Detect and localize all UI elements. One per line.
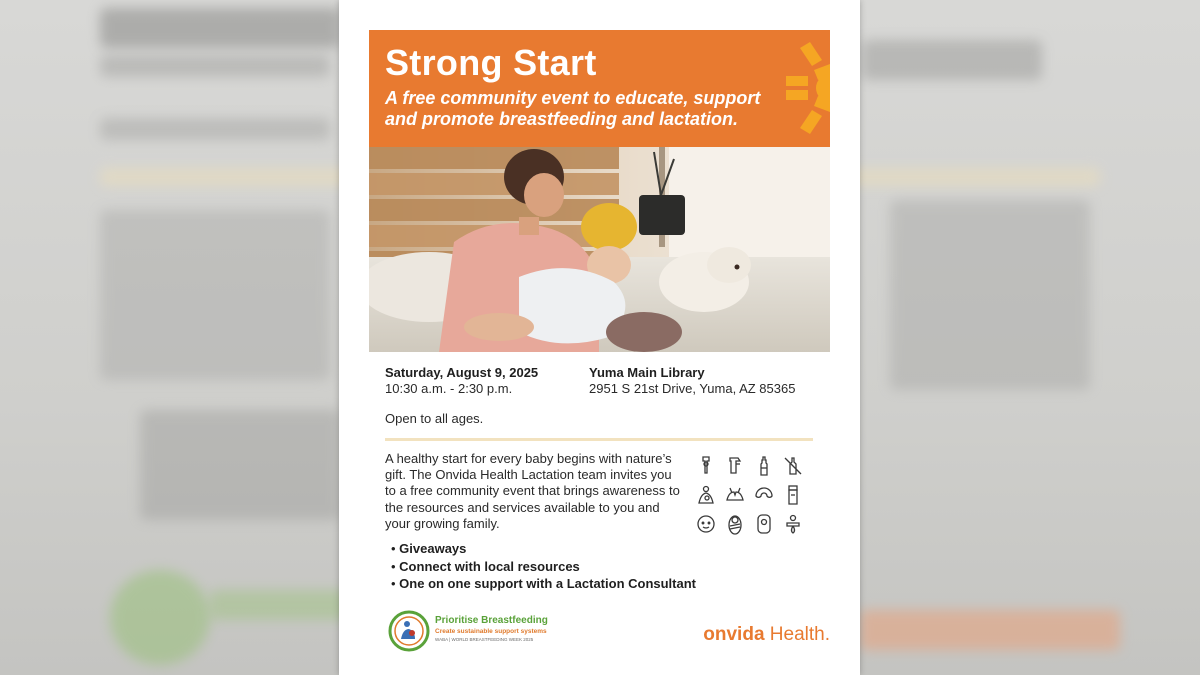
event-time: 10:30 a.m. - 2:30 p.m. bbox=[385, 381, 513, 396]
onvida-health-logo bbox=[703, 624, 830, 646]
list-item: • Giveaways bbox=[391, 540, 696, 558]
blurred-shape bbox=[100, 210, 330, 380]
wbw-title: Prioritise Breastfeeding bbox=[435, 615, 548, 626]
blurred-shape bbox=[862, 40, 1042, 80]
swaddled-baby-icon bbox=[720, 509, 749, 538]
header-banner bbox=[369, 30, 830, 147]
event-address: 2951 S 21st Drive, Yuma, AZ 85365 bbox=[589, 381, 796, 396]
list-item: • Connect with local resources bbox=[391, 558, 696, 576]
flyer-title: Strong Start bbox=[385, 42, 597, 83]
blurred-shape bbox=[100, 118, 330, 140]
manual-pump-icon bbox=[720, 451, 749, 480]
breast-pump-icon bbox=[691, 451, 720, 480]
blurred-shape bbox=[890, 200, 1090, 390]
event-date: Saturday, August 9, 2025 bbox=[385, 365, 539, 380]
lactation-icon-grid bbox=[691, 451, 809, 536]
brand-name: onvida bbox=[703, 624, 765, 645]
world-breastfeeding-week-logo bbox=[387, 607, 547, 655]
nursing-pillow-icon bbox=[749, 480, 778, 509]
blurred-shape bbox=[860, 610, 1120, 650]
list-item: • One on one support with a Lactation Consultant bbox=[391, 575, 696, 593]
flyer-subtitle: A free community event to educate, support and promote breastfeeding and lactation. bbox=[385, 88, 761, 129]
blurred-shape bbox=[110, 570, 210, 665]
sun-logo-icon bbox=[782, 42, 830, 134]
mother-breastfeeding-photo bbox=[369, 147, 830, 352]
wbw-emblem-icon bbox=[387, 609, 431, 653]
wbw-tagline: Create sustainable support systems bbox=[435, 628, 547, 635]
event-description: A healthy start for every baby begins with nature’s gift. The Onvida Health Lactation team invites you to a free community event that brings awareness to the resources and services available to you and your growing family. bbox=[385, 451, 680, 531]
event-venue: Yuma Main Library bbox=[589, 365, 705, 380]
event-audience: Open to all ages. bbox=[385, 411, 484, 426]
blurred-shape bbox=[100, 8, 340, 48]
event-highlights-list bbox=[391, 540, 696, 593]
blurred-shape bbox=[100, 55, 330, 77]
section-divider bbox=[385, 438, 813, 441]
brand-suffix: Health. bbox=[769, 624, 830, 645]
pacifier-icon bbox=[778, 509, 807, 538]
baby-face-icon bbox=[691, 509, 720, 538]
wbw-footer: WABA | WORLD BREASTFEEDING WEEK 2025 bbox=[435, 637, 534, 642]
nursing-mother-icon bbox=[691, 480, 720, 509]
blurred-shape bbox=[210, 590, 350, 620]
blurred-shape bbox=[140, 410, 340, 520]
event-flyer bbox=[339, 0, 860, 675]
baby-bottle-icon bbox=[749, 451, 778, 480]
onesie-icon bbox=[749, 509, 778, 538]
no-bottle-icon bbox=[778, 451, 807, 480]
nipple-cream-icon bbox=[778, 480, 807, 509]
nursing-bra-icon bbox=[720, 480, 749, 509]
